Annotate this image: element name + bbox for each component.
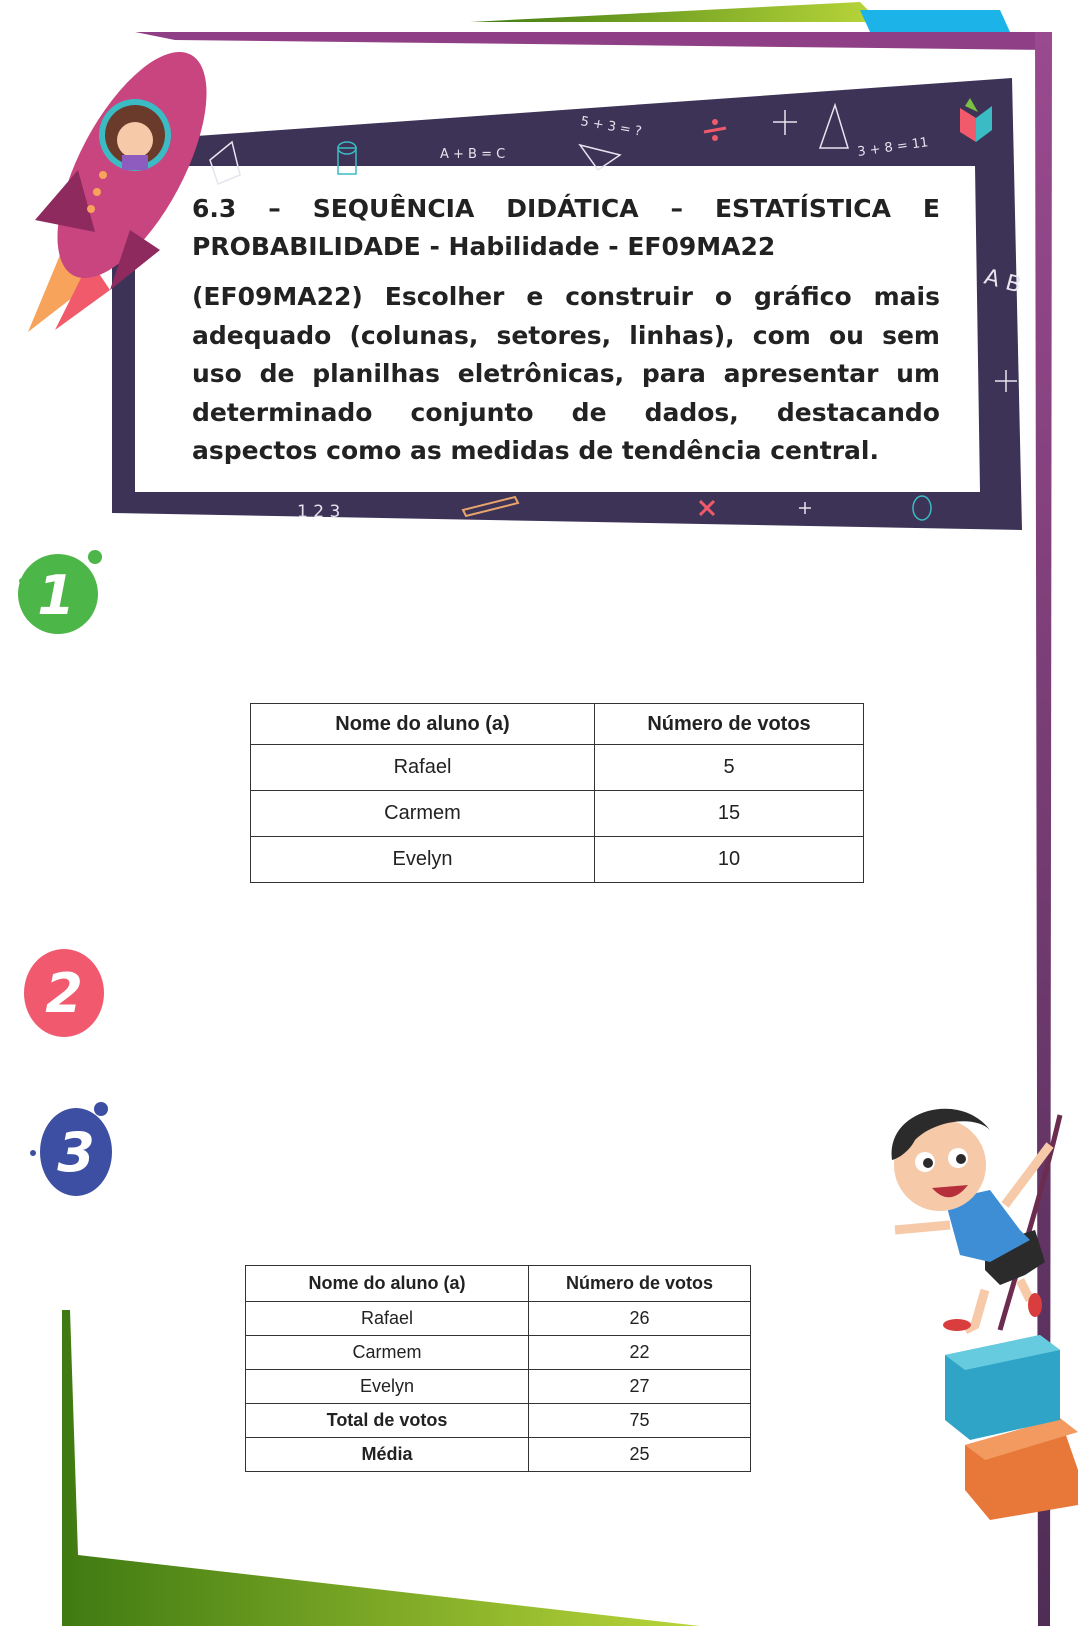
table-row: [246, 1302, 751, 1336]
cell-mean-label: Média: [246, 1438, 529, 1472]
cell-student-name: Rafael: [251, 745, 595, 791]
cell-vote-count: 15: [595, 791, 864, 837]
table-header-row: [246, 1266, 751, 1302]
cell-vote-count: 26: [529, 1302, 751, 1336]
table-row: [251, 745, 864, 791]
doodle-formula-3: 3 + 8 = 11: [856, 135, 930, 160]
column-header-name: Nome do aluno (a): [246, 1266, 529, 1302]
cell-student-name: Carmem: [251, 791, 595, 837]
column-header-name: Nome do aluno (a): [251, 704, 595, 745]
marker-2: [24, 949, 104, 1037]
column-header-votes: Número de votos: [529, 1266, 751, 1302]
cell-total-value: 75: [529, 1404, 751, 1438]
table-row-mean: [246, 1438, 751, 1472]
table-row: [246, 1370, 751, 1404]
header-panel: [192, 190, 940, 471]
doodle-formula-1: A + B = C: [440, 147, 506, 162]
cell-vote-count: 22: [529, 1336, 751, 1370]
cell-total-label: Total de votos: [246, 1404, 529, 1438]
page-title: 6.3 – SEQUÊNCIA DIDÁTICA – ESTATÍSTICA E PROBABILIDADE - Habilidade - EF09MA22: [192, 194, 940, 261]
top-ribbon: [470, 2, 1010, 32]
marker-2-number: 2: [45, 962, 83, 1025]
cell-vote-count: 10: [595, 837, 864, 883]
cell-student-name: Rafael: [246, 1302, 529, 1336]
column-header-votes: Número de votos: [595, 704, 864, 745]
votes-table-1: [250, 703, 864, 883]
cell-student-name: Carmem: [246, 1336, 529, 1370]
marker-1: [18, 550, 102, 634]
marker-1-number: 1: [37, 564, 75, 627]
marker-3-number: 3: [57, 1121, 95, 1184]
table-row-total: [246, 1404, 751, 1438]
cell-student-name: Evelyn: [246, 1370, 529, 1404]
table-row: [251, 791, 864, 837]
doodle-letters: A B: [981, 264, 1024, 299]
table-header-row: [251, 704, 864, 745]
marker-3: [30, 1102, 112, 1196]
votes-table-2: [245, 1265, 751, 1472]
cell-vote-count: 27: [529, 1370, 751, 1404]
skill-description: (EF09MA22) Escolher e construir o gráfico mais adequado (colunas, setores, linhas), com ou sem uso de planilhas eletrônicas, para apresentar um determinado conjunto de dados, destacando aspectos como as medidas de tendência central.: [192, 282, 940, 465]
cell-vote-count: 5: [595, 745, 864, 791]
table-row: [246, 1336, 751, 1370]
doodle-formula-2: 5 + 3 = ?: [579, 114, 643, 140]
table-row: [251, 837, 864, 883]
cell-student-name: Evelyn: [251, 837, 595, 883]
cell-mean-value: 25: [529, 1438, 751, 1472]
doodle-numbers: 1 2 3: [297, 502, 341, 522]
